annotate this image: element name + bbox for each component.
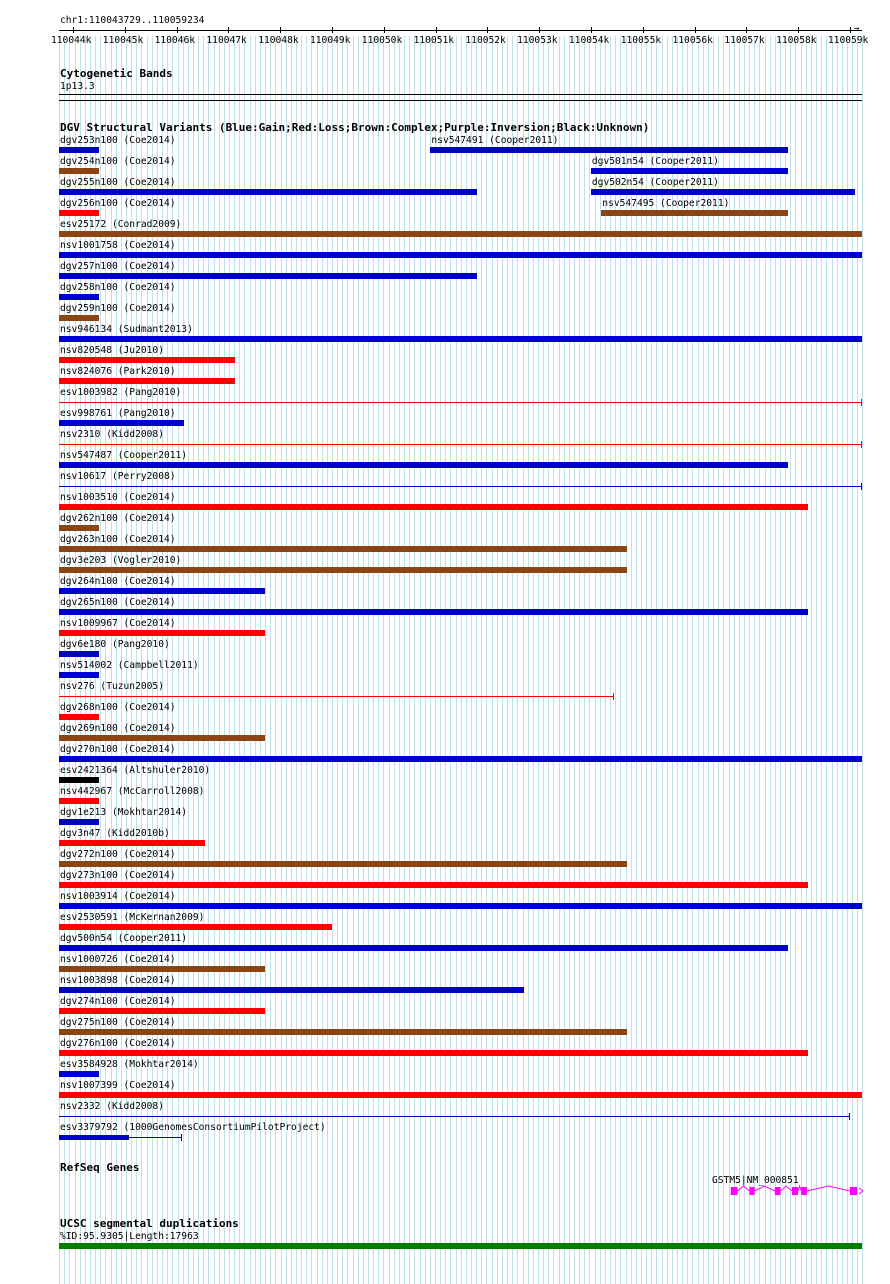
dgv-feature-label[interactable]: esv2421364 (Altshuler2010) <box>60 765 211 776</box>
dgv-feature-bar[interactable] <box>591 189 855 195</box>
dgv-feature-bar[interactable] <box>59 987 524 993</box>
ruler-tick-mark <box>228 27 229 33</box>
dgv-feature-label[interactable]: dgv256n100 (Coe2014) <box>60 198 176 209</box>
dgv-feature-bar[interactable] <box>59 651 99 657</box>
dgv-feature-bar[interactable] <box>59 903 862 909</box>
dgv-feature-bar[interactable] <box>59 735 265 741</box>
dgv-feature-bar[interactable] <box>59 357 235 363</box>
segdup-track-title[interactable]: UCSC segmental duplications <box>60 1217 239 1230</box>
dgv-feature-end-cap <box>861 483 862 490</box>
ruler-tick-label: 110052k <box>465 35 506 46</box>
ruler-tick-label: 110059k <box>827 35 869 46</box>
dgv-feature-bar[interactable] <box>59 504 808 510</box>
dgv-feature-bar[interactable] <box>59 189 477 195</box>
dgv-feature-label[interactable]: dgv269n100 (Coe2014) <box>60 723 176 734</box>
ruler-tick-label: 110054k <box>568 35 610 46</box>
dgv-feature-line[interactable] <box>59 1116 850 1117</box>
gene-intron <box>738 1186 750 1191</box>
dgv-feature-bar[interactable] <box>59 861 627 867</box>
ruler-tick-label: 110056k <box>672 35 713 46</box>
ruler-tick-mark <box>280 27 281 33</box>
dgv-feature-bar[interactable] <box>59 567 627 573</box>
dgv-feature-end-cap <box>861 441 862 448</box>
ruler-tick-label: 110050k <box>361 35 403 46</box>
ruler-tick-mark <box>539 27 540 33</box>
dgv-feature-bar[interactable] <box>59 798 99 804</box>
dgv-feature-bar[interactable] <box>59 252 862 258</box>
dgv-feature-bar[interactable] <box>59 525 99 531</box>
ruler-tick-mark <box>73 27 74 33</box>
dgv-feature-bar[interactable] <box>601 210 787 216</box>
gene-exon[interactable] <box>850 1187 857 1195</box>
ruler-tick-mark <box>850 27 851 33</box>
dgv-feature-label[interactable]: nsv547487 (Cooper2011) <box>60 450 188 461</box>
dgv-feature-label[interactable]: nsv1003510 (Coe2014) <box>60 492 176 503</box>
ruler-tick-mark <box>125 27 126 33</box>
dgv-feature-end-cap <box>861 399 862 406</box>
dgv-feature-label[interactable]: dgv501n54 (Cooper2011) <box>591 156 719 167</box>
gene-exon[interactable] <box>775 1187 781 1195</box>
dgv-feature-bar[interactable] <box>59 168 99 174</box>
gene-intron <box>807 1186 850 1191</box>
dgv-feature-label[interactable]: nsv547491 (Cooper2011) <box>431 135 559 146</box>
ruler-tick-mark <box>332 27 333 33</box>
ruler-tick-label: 110049k <box>310 35 351 46</box>
dgv-feature-label[interactable]: dgv263n100 (Coe2014) <box>60 534 176 545</box>
dgv-feature-label[interactable]: dgv264n100 (Coe2014) <box>60 576 176 587</box>
cytoband-label: 1p13.3 <box>60 81 95 92</box>
ruler-tick-label: 110051k <box>413 35 455 46</box>
dgv-feature-label[interactable]: dgv276n100 (Coe2014) <box>60 1038 176 1049</box>
dgv-feature-label[interactable]: dgv253n100 (Coe2014) <box>60 135 176 146</box>
gene-exon[interactable] <box>731 1187 738 1195</box>
gene-intron <box>755 1186 775 1191</box>
dgv-feature-label[interactable]: dgv272n100 (Coe2014) <box>60 849 176 860</box>
dgv-feature-bar[interactable] <box>59 756 862 762</box>
dgv-feature-label[interactable]: nsv2310 (Kidd2008) <box>60 429 164 440</box>
ruler-tick-mark <box>177 27 178 33</box>
dgv-feature-label[interactable]: nsv824076 (Park2010) <box>60 366 176 377</box>
dgv-feature-label[interactable]: nsv2332 (Kidd2008) <box>60 1101 164 1112</box>
dgv-feature-bar[interactable] <box>59 609 808 615</box>
dgv-feature-label[interactable]: nsv10617 (Perry2008) <box>60 471 176 482</box>
ruler-tick-label: 110058k <box>776 35 817 46</box>
dgv-feature-label[interactable]: nsv1003898 (Coe2014) <box>60 975 176 986</box>
dgv-feature-label[interactable]: dgv502n54 (Cooper2011) <box>591 177 719 188</box>
dgv-feature-bar[interactable] <box>59 1071 99 1077</box>
dgv-feature-label[interactable]: nsv442967 (McCarroll2008) <box>60 786 205 797</box>
dgv-feature-label[interactable]: dgv258n100 (Coe2014) <box>60 282 176 293</box>
dgv-feature-label[interactable]: nsv1001758 (Coe2014) <box>60 240 176 251</box>
refseq-track-title[interactable]: RefSeq Genes <box>60 1161 140 1174</box>
dgv-feature-bar[interactable] <box>59 546 627 552</box>
dgv-feature-bar[interactable] <box>59 840 205 846</box>
dgv-feature-bar[interactable] <box>59 630 265 636</box>
gene-intron <box>781 1186 792 1191</box>
dgv-feature-bar[interactable] <box>59 819 99 825</box>
dgv-feature-line[interactable] <box>59 696 614 697</box>
dgv-feature-end-cap <box>181 1134 182 1141</box>
dgv-feature-bar[interactable] <box>59 462 788 468</box>
ruler-tick-label: 110044k <box>51 35 92 46</box>
gene-model[interactable] <box>0 1183 890 1199</box>
dgv-feature-bar[interactable] <box>59 294 99 300</box>
dgv-feature-bar[interactable] <box>59 1135 129 1140</box>
dgv-feature-bar[interactable] <box>591 168 788 174</box>
dgv-feature-label[interactable]: dgv255n100 (Coe2014) <box>60 177 176 188</box>
gene-exon[interactable] <box>749 1187 754 1195</box>
gene-intron <box>798 1186 801 1191</box>
dgv-feature-line[interactable] <box>59 486 862 487</box>
dgv-feature-bar[interactable] <box>59 420 184 426</box>
ruler-tick-label: 110057k <box>724 35 765 46</box>
dgv-feature-label[interactable]: nsv1000726 (Coe2014) <box>60 954 176 965</box>
dgv-feature-label[interactable]: nsv820548 (Ju2010) <box>60 345 164 356</box>
dgv-feature-label[interactable]: dgv500n54 (Cooper2011) <box>60 933 188 944</box>
dgv-feature-label[interactable]: nsv946134 (Sudmant2013) <box>60 324 193 335</box>
dgv-feature-bar[interactable] <box>59 924 332 930</box>
dgv-feature-bar[interactable] <box>59 945 788 951</box>
dgv-feature-bar[interactable] <box>59 714 99 720</box>
ruler-tick-label: 110047k <box>206 35 247 46</box>
cytoband-top-border <box>59 94 862 95</box>
dgv-feature-label[interactable]: nsv1003914 (Coe2014) <box>60 891 176 902</box>
dgv-feature-bar[interactable] <box>59 966 265 972</box>
dgv-feature-label[interactable]: dgv275n100 (Coe2014) <box>60 1017 176 1028</box>
cytoband-track-title[interactable]: Cytogenetic Bands <box>60 67 173 80</box>
dgv-feature-bar[interactable] <box>59 1050 808 1056</box>
cytoband-bottom-border <box>59 100 862 101</box>
ruler-tick-mark <box>591 27 592 33</box>
ruler-tick-mark <box>436 27 437 33</box>
dgv-feature-line[interactable] <box>59 402 862 403</box>
dgv-feature-label[interactable]: dgv270n100 (Coe2014) <box>60 744 176 755</box>
dgv-feature-label[interactable]: esv1003982 (Pang2010) <box>60 387 182 398</box>
dgv-feature-label[interactable]: dgv3n47 (Kidd2010b) <box>60 828 170 839</box>
ruler-tick-label: 110053k <box>517 35 558 46</box>
dgv-feature-bar[interactable] <box>59 1008 265 1014</box>
ruler-tick-mark <box>487 27 488 33</box>
dgv-feature-label[interactable]: esv3379792 (1000GenomesConsortiumPilotProject) <box>60 1122 326 1133</box>
dgv-feature-label[interactable]: dgv1e213 (Mokhtar2014) <box>60 807 188 818</box>
ruler-tick-mark <box>798 27 799 33</box>
dgv-feature-label[interactable]: dgv274n100 (Coe2014) <box>60 996 176 1007</box>
dgv-track-title[interactable]: DGV Structural Variants (Blue:Gain;Red:Loss;Brown:Complex;Purple:Inversion;Black:Unknown) <box>60 121 650 134</box>
dgv-feature-bar[interactable] <box>59 336 862 342</box>
ruler-axis <box>59 30 862 31</box>
dgv-feature-bar[interactable] <box>59 210 99 216</box>
dgv-feature-bar[interactable] <box>59 315 99 321</box>
dgv-feature-label[interactable]: esv3584928 (Mokhtar2014) <box>60 1059 199 1070</box>
dgv-feature-label[interactable]: nsv1009967 (Coe2014) <box>60 618 176 629</box>
ruler-tick-mark <box>384 27 385 33</box>
dgv-feature-end-cap <box>849 1113 850 1120</box>
gene-exon[interactable] <box>801 1187 807 1195</box>
dgv-feature-label[interactable]: dgv273n100 (Coe2014) <box>60 870 176 881</box>
strand-arrow-icon <box>859 1188 863 1194</box>
ruler-tick-label: 110046k <box>154 35 196 46</box>
dgv-feature-bar[interactable] <box>59 231 862 237</box>
ruler-tick-mark <box>746 27 747 33</box>
dgv-feature-bar[interactable] <box>59 1029 627 1035</box>
dgv-feature-label[interactable]: nsv547495 (Cooper2011) <box>602 198 730 209</box>
dgv-feature-bar[interactable] <box>59 672 99 678</box>
dgv-feature-label[interactable]: esv998761 (Pang2010) <box>60 408 176 419</box>
ruler-tick-mark <box>643 27 644 33</box>
gene-exon[interactable] <box>792 1187 798 1195</box>
dgv-feature-bar[interactable] <box>59 147 99 153</box>
dgv-feature-label[interactable]: dgv3e203 (Vogler2010) <box>60 555 182 566</box>
dgv-feature-bar[interactable] <box>59 882 808 888</box>
dgv-feature-line <box>129 1137 182 1138</box>
dgv-feature-end-cap <box>613 693 614 700</box>
dgv-feature-bar[interactable] <box>59 273 477 279</box>
ruler-arrow-icon: → <box>854 24 860 34</box>
dgv-feature-label[interactable]: dgv265n100 (Coe2014) <box>60 597 176 608</box>
dgv-feature-label[interactable]: nsv276 (Tuzun2005) <box>60 681 164 692</box>
dgv-feature-label[interactable]: nsv514002 (Campbell2011) <box>60 660 199 671</box>
gene-label[interactable]: GSTM5|NM_000851 <box>712 1175 799 1186</box>
dgv-feature-label[interactable]: nsv1007399 (Coe2014) <box>60 1080 176 1091</box>
dgv-feature-label[interactable]: dgv262n100 (Coe2014) <box>60 513 176 524</box>
dgv-feature-label[interactable]: dgv259n100 (Coe2014) <box>60 303 176 314</box>
dgv-feature-bar[interactable] <box>59 588 265 594</box>
dgv-feature-label[interactable]: esv25172 (Conrad2009) <box>60 219 182 230</box>
dgv-feature-bar[interactable] <box>59 378 235 384</box>
dgv-feature-label[interactable]: dgv257n100 (Coe2014) <box>60 261 176 272</box>
dgv-feature-label[interactable]: esv2530591 (McKernan2009) <box>60 912 205 923</box>
dgv-feature-bar[interactable] <box>59 777 99 783</box>
dgv-feature-label[interactable]: dgv254n100 (Coe2014) <box>60 156 176 167</box>
dgv-feature-line[interactable] <box>59 444 862 445</box>
ruler-tick-label: 110045k <box>102 35 144 46</box>
dgv-feature-bar[interactable] <box>430 147 787 153</box>
ruler-tick-label: 110048k <box>258 35 299 46</box>
ruler-coordinates: chr1:110043729..110059234 <box>60 15 205 26</box>
dgv-feature-bar[interactable] <box>59 1092 862 1098</box>
segdup-label: %ID:95.9305|Length:17963 <box>60 1231 199 1242</box>
dgv-feature-label[interactable]: dgv268n100 (Coe2014) <box>60 702 176 713</box>
dgv-feature-label[interactable]: dgv6e180 (Pang2010) <box>60 639 170 650</box>
ruler-tick-mark <box>695 27 696 33</box>
segdup-feature[interactable] <box>59 1243 862 1249</box>
ruler-tick-label: 110055k <box>620 35 662 46</box>
